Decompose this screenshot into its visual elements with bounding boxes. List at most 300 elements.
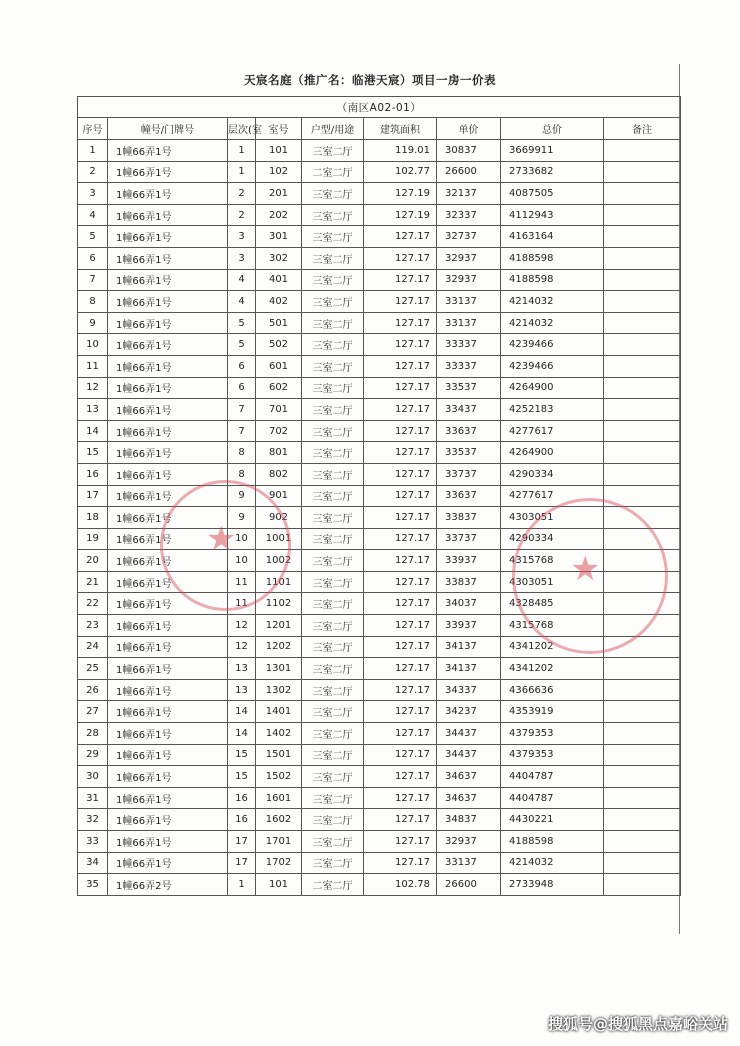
table-cell: 1幢66弄1号 <box>108 161 228 183</box>
table-cell <box>604 744 681 766</box>
table-cell <box>604 550 681 572</box>
table-cell: 502 <box>256 334 302 356</box>
table-cell: 32937 <box>437 269 501 291</box>
table-cell: 三室二厅 <box>302 312 364 334</box>
table-cell: 4188598 <box>501 831 604 853</box>
table-cell: 501 <box>256 312 302 334</box>
section-label: （南区A02-01） <box>78 97 681 118</box>
table-cell: 302 <box>256 247 302 269</box>
table-cell: 1幢66弄1号 <box>108 485 228 507</box>
table-cell: 1 <box>228 140 256 162</box>
table-cell: 三室二厅 <box>302 679 364 701</box>
table-cell: 13 <box>78 399 108 421</box>
table-cell: 33937 <box>437 550 501 572</box>
table-row <box>78 766 681 788</box>
table-cell: 9 <box>228 485 256 507</box>
table-cell: 4214032 <box>501 852 604 874</box>
table-cell <box>604 355 681 377</box>
table-cell: 101 <box>256 140 302 162</box>
table-cell: 1幢66弄1号 <box>108 679 228 701</box>
table-cell: 127.17 <box>364 377 437 399</box>
table-cell: 1幢66弄1号 <box>108 291 228 313</box>
table-cell: 10 <box>228 528 256 550</box>
table-cell <box>604 874 681 896</box>
table-cell: 30837 <box>437 140 501 162</box>
table-cell: 34437 <box>437 723 501 745</box>
table-cell: 1幢66弄1号 <box>108 636 228 658</box>
table-cell: 34637 <box>437 766 501 788</box>
table-cell: 25 <box>78 658 108 680</box>
table-cell: 127.17 <box>364 550 437 572</box>
table-row <box>78 528 681 550</box>
table-cell: 27 <box>78 701 108 723</box>
table-cell: 901 <box>256 485 302 507</box>
table-cell: 34837 <box>437 809 501 831</box>
table-cell: 35 <box>78 874 108 896</box>
table-cell: 127.17 <box>364 463 437 485</box>
table-cell: 三室二厅 <box>302 809 364 831</box>
table-cell: 4341202 <box>501 658 604 680</box>
table-cell: 1102 <box>256 593 302 615</box>
table-cell: 29 <box>78 744 108 766</box>
table-cell: 33537 <box>437 377 501 399</box>
table-cell: 127.17 <box>364 247 437 269</box>
table-cell: 1701 <box>256 831 302 853</box>
table-cell: 22 <box>78 593 108 615</box>
table-cell: 32337 <box>437 204 501 226</box>
table-cell <box>604 528 681 550</box>
table-cell: 33537 <box>437 442 501 464</box>
table-cell: 2 <box>78 161 108 183</box>
table-cell: 1幢66弄1号 <box>108 312 228 334</box>
table-cell: 26600 <box>437 161 501 183</box>
table-cell: 4214032 <box>501 312 604 334</box>
table-cell: 19 <box>78 528 108 550</box>
table-cell: 三室二厅 <box>302 204 364 226</box>
table-cell: 1幢66弄1号 <box>108 550 228 572</box>
table-cell: 801 <box>256 442 302 464</box>
table-cell: 102.78 <box>364 874 437 896</box>
table-cell: 1幢66弄1号 <box>108 183 228 205</box>
table-cell: 127.17 <box>364 312 437 334</box>
table-row <box>78 291 681 313</box>
table-cell: 32937 <box>437 247 501 269</box>
table-cell: 402 <box>256 291 302 313</box>
table-cell: 701 <box>256 399 302 421</box>
seal-star-icon: ★ <box>206 519 237 559</box>
table-row <box>78 874 681 896</box>
table-cell <box>604 615 681 637</box>
table-cell: 2 <box>228 183 256 205</box>
table-cell: 702 <box>256 420 302 442</box>
table-cell <box>604 571 681 593</box>
table-cell: 34337 <box>437 679 501 701</box>
table-cell: 1002 <box>256 550 302 572</box>
header-cell: 总价 <box>501 118 604 140</box>
table-cell: 201 <box>256 183 302 205</box>
table-cell: 4315768 <box>501 615 604 637</box>
table-row <box>78 809 681 831</box>
table-cell: 12 <box>228 615 256 637</box>
table-row <box>78 334 681 356</box>
table-cell: 24 <box>78 636 108 658</box>
table-cell: 1幢66弄1号 <box>108 787 228 809</box>
header-cell: 层次(室 <box>228 118 256 140</box>
table-cell: 4328485 <box>501 593 604 615</box>
table-cell: 1幢66弄1号 <box>108 355 228 377</box>
table-cell: 11 <box>228 571 256 593</box>
table-row <box>78 183 681 205</box>
table-cell: 三室二厅 <box>302 658 364 680</box>
table-cell: 127.19 <box>364 183 437 205</box>
table-row <box>78 485 681 507</box>
table-cell: 三室二厅 <box>302 787 364 809</box>
table-cell: 33137 <box>437 291 501 313</box>
table-cell: 三室二厅 <box>302 744 364 766</box>
table-cell: 4 <box>228 269 256 291</box>
table-cell: 16 <box>228 809 256 831</box>
price-table <box>77 96 681 896</box>
table-cell: 三室二厅 <box>302 571 364 593</box>
table-cell: 602 <box>256 377 302 399</box>
table-cell <box>604 161 681 183</box>
table-cell: 20 <box>78 550 108 572</box>
table-row <box>78 636 681 658</box>
table-cell: 4188598 <box>501 269 604 291</box>
table-row <box>78 226 681 248</box>
table-cell: 1402 <box>256 723 302 745</box>
table-cell: 127.17 <box>364 658 437 680</box>
table-row <box>78 269 681 291</box>
table-cell: 127.17 <box>364 701 437 723</box>
table-cell: 4290334 <box>501 528 604 550</box>
table-cell <box>604 399 681 421</box>
header-cell: 序号 <box>78 118 108 140</box>
table-cell: 1幢66弄1号 <box>108 269 228 291</box>
table-cell: 1 <box>228 874 256 896</box>
table-cell: 34 <box>78 852 108 874</box>
table-cell: 三室二厅 <box>302 183 364 205</box>
table-cell: 三室二厅 <box>302 226 364 248</box>
table-cell: 33937 <box>437 615 501 637</box>
table-row <box>78 658 681 680</box>
table-cell: 4303051 <box>501 507 604 529</box>
table-cell: 1幢66弄1号 <box>108 204 228 226</box>
table-cell: 三室二厅 <box>302 615 364 637</box>
table-cell: 16 <box>228 787 256 809</box>
table-cell: 127.17 <box>364 291 437 313</box>
table-cell <box>604 140 681 162</box>
table-cell <box>604 291 681 313</box>
table-cell: 二室二厅 <box>302 161 364 183</box>
table-cell: 127.17 <box>364 852 437 874</box>
seal-star-icon: ★ <box>570 549 601 589</box>
table-cell: 33837 <box>437 571 501 593</box>
table-cell: 127.17 <box>364 831 437 853</box>
table-cell <box>604 787 681 809</box>
table-cell: 21 <box>78 571 108 593</box>
table-cell: 1201 <box>256 615 302 637</box>
table-cell: 33137 <box>437 852 501 874</box>
table-cell <box>604 766 681 788</box>
table-cell: 101 <box>256 874 302 896</box>
table-cell: 三室二厅 <box>302 442 364 464</box>
table-cell: 33337 <box>437 334 501 356</box>
table-cell: 33837 <box>437 507 501 529</box>
header-cell: 户型/用途 <box>302 118 364 140</box>
table-cell <box>604 269 681 291</box>
table-cell: 1幢66弄1号 <box>108 766 228 788</box>
table-cell <box>604 420 681 442</box>
table-cell: 127.17 <box>364 485 437 507</box>
table-cell: 1502 <box>256 766 302 788</box>
table-cell: 1幢66弄1号 <box>108 226 228 248</box>
table-cell: 17 <box>78 485 108 507</box>
table-cell: 1幢66弄1号 <box>108 571 228 593</box>
table-cell: 33737 <box>437 528 501 550</box>
table-cell: 4303051 <box>501 571 604 593</box>
table-cell: 6 <box>228 377 256 399</box>
table-cell: 119.01 <box>364 140 437 162</box>
table-cell <box>604 701 681 723</box>
table-cell <box>604 463 681 485</box>
table-cell: 4239466 <box>501 355 604 377</box>
table-row <box>78 140 681 162</box>
table-cell: 3 <box>228 226 256 248</box>
table-cell <box>604 442 681 464</box>
table-cell: 4087505 <box>501 183 604 205</box>
table-cell: 33737 <box>437 463 501 485</box>
table-row <box>78 442 681 464</box>
table-cell: 127.17 <box>364 420 437 442</box>
table-cell: 三室二厅 <box>302 247 364 269</box>
table-cell: 4163164 <box>501 226 604 248</box>
table-cell: 1302 <box>256 679 302 701</box>
table-cell: 33637 <box>437 485 501 507</box>
table-cell: 127.17 <box>364 355 437 377</box>
table-cell: 34137 <box>437 658 501 680</box>
table-cell: 8 <box>228 463 256 485</box>
table-cell: 127.17 <box>364 528 437 550</box>
table-cell: 34437 <box>437 744 501 766</box>
table-cell: 三室二厅 <box>302 852 364 874</box>
header-cell: 单价 <box>437 118 501 140</box>
table-cell: 三室二厅 <box>302 355 364 377</box>
table-cell <box>604 204 681 226</box>
table-cell: 127.17 <box>364 226 437 248</box>
table-cell: 三室二厅 <box>302 593 364 615</box>
table-cell: 1202 <box>256 636 302 658</box>
table-cell: 7 <box>228 399 256 421</box>
table-cell: 7 <box>78 269 108 291</box>
table-cell: 34137 <box>437 636 501 658</box>
table-cell: 127.17 <box>364 571 437 593</box>
table-cell: 11 <box>228 593 256 615</box>
table-cell: 1幢66弄1号 <box>108 744 228 766</box>
table-cell: 31 <box>78 787 108 809</box>
table-cell: 4 <box>228 291 256 313</box>
table-cell: 17 <box>228 831 256 853</box>
table-cell <box>604 593 681 615</box>
table-cell <box>604 247 681 269</box>
table-cell <box>604 183 681 205</box>
table-cell: 4239466 <box>501 334 604 356</box>
table-cell: 1幢66弄1号 <box>108 809 228 831</box>
table-cell: 1001 <box>256 528 302 550</box>
table-cell: 4188598 <box>501 247 604 269</box>
table-cell: 11 <box>78 355 108 377</box>
table-cell: 1幢66弄1号 <box>108 334 228 356</box>
table-cell: 127.17 <box>364 679 437 701</box>
table-cell: 32937 <box>437 831 501 853</box>
table-cell <box>604 377 681 399</box>
table-cell: 1幢66弄1号 <box>108 463 228 485</box>
table-cell: 三室二厅 <box>302 377 364 399</box>
table-cell: 4404787 <box>501 766 604 788</box>
table-cell: 102.77 <box>364 161 437 183</box>
table-row <box>78 377 681 399</box>
table-cell: 26 <box>78 679 108 701</box>
table-cell: 1幢66弄1号 <box>108 507 228 529</box>
table-cell: 1幢66弄1号 <box>108 723 228 745</box>
table-cell: 32137 <box>437 183 501 205</box>
table-cell: 12 <box>78 377 108 399</box>
table-cell <box>604 809 681 831</box>
table-cell: 三室二厅 <box>302 485 364 507</box>
table-row <box>78 615 681 637</box>
table-cell: 1101 <box>256 571 302 593</box>
table-cell: 9 <box>78 312 108 334</box>
table-cell: 18 <box>78 507 108 529</box>
table-row <box>78 679 681 701</box>
table-cell: 三室二厅 <box>302 701 364 723</box>
table-cell: 4404787 <box>501 787 604 809</box>
table-cell: 8 <box>78 291 108 313</box>
table-cell: 5 <box>228 334 256 356</box>
table-cell: 1幢66弄1号 <box>108 377 228 399</box>
table-row <box>78 593 681 615</box>
table-cell: 三室二厅 <box>302 507 364 529</box>
table-cell: 二室二厅 <box>302 874 364 896</box>
table-row <box>78 355 681 377</box>
table-row <box>78 161 681 183</box>
table-cell: 4315768 <box>501 550 604 572</box>
table-cell: 4341202 <box>501 636 604 658</box>
table-cell: 4379353 <box>501 744 604 766</box>
table-cell: 3669911 <box>501 140 604 162</box>
table-cell: 3 <box>228 247 256 269</box>
table-cell: 6 <box>228 355 256 377</box>
table-cell: 127.17 <box>364 636 437 658</box>
table-cell: 5 <box>228 312 256 334</box>
table-cell: 三室二厅 <box>302 140 364 162</box>
table-cell: 三室二厅 <box>302 528 364 550</box>
table-cell <box>604 507 681 529</box>
table-cell: 4 <box>78 204 108 226</box>
table-cell: 127.17 <box>364 507 437 529</box>
table-cell: 4277617 <box>501 485 604 507</box>
table-cell: 1301 <box>256 658 302 680</box>
table-cell: 33 <box>78 831 108 853</box>
table-cell: 9 <box>228 507 256 529</box>
table-cell: 127.17 <box>364 809 437 831</box>
table-cell: 三室二厅 <box>302 550 364 572</box>
table-cell: 127.17 <box>364 766 437 788</box>
table-cell: 1幢66弄1号 <box>108 528 228 550</box>
table-cell: 34037 <box>437 593 501 615</box>
table-cell: 17 <box>228 852 256 874</box>
table-cell: 1幢66弄1号 <box>108 615 228 637</box>
table-cell: 26600 <box>437 874 501 896</box>
table-cell: 三室二厅 <box>302 766 364 788</box>
table-cell: 14 <box>78 420 108 442</box>
table-cell: 4264900 <box>501 442 604 464</box>
table-cell: 102 <box>256 161 302 183</box>
table-cell: 127.17 <box>364 723 437 745</box>
table-cell: 1幢66弄1号 <box>108 399 228 421</box>
table-cell: 4366636 <box>501 679 604 701</box>
table-cell: 202 <box>256 204 302 226</box>
table-cell: 1幢66弄1号 <box>108 658 228 680</box>
header-cell: 室号 <box>256 118 302 140</box>
table-row <box>78 723 681 745</box>
table-cell: 127.17 <box>364 593 437 615</box>
table-cell: 14 <box>228 701 256 723</box>
table-cell: 34237 <box>437 701 501 723</box>
table-cell: 32737 <box>437 226 501 248</box>
table-cell <box>604 723 681 745</box>
table-cell <box>604 312 681 334</box>
table-cell <box>604 658 681 680</box>
table-cell: 4379353 <box>501 723 604 745</box>
table-cell: 16 <box>78 463 108 485</box>
table-cell: 127.17 <box>364 399 437 421</box>
table-cell: 3 <box>78 183 108 205</box>
table-cell: 1幢66弄1号 <box>108 831 228 853</box>
table-cell: 13 <box>228 658 256 680</box>
table-cell: 1幢66弄1号 <box>108 420 228 442</box>
table-cell: 1幢66弄1号 <box>108 701 228 723</box>
table-cell: 5 <box>78 226 108 248</box>
table-cell: 4277617 <box>501 420 604 442</box>
table-cell: 6 <box>78 247 108 269</box>
table-cell: 8 <box>228 442 256 464</box>
table-cell: 1 <box>78 140 108 162</box>
table-row <box>78 204 681 226</box>
table-cell <box>604 636 681 658</box>
table-cell: 127.17 <box>364 787 437 809</box>
table-row <box>78 507 681 529</box>
table-cell: 1702 <box>256 852 302 874</box>
table-cell: 4290334 <box>501 463 604 485</box>
table-cell: 1幢66弄1号 <box>108 593 228 615</box>
table-row <box>78 701 681 723</box>
table-cell: 127.17 <box>364 269 437 291</box>
table-cell: 三室二厅 <box>302 291 364 313</box>
table-cell: 401 <box>256 269 302 291</box>
table-cell: 1幢66弄1号 <box>108 140 228 162</box>
table-cell: 三室二厅 <box>302 420 364 442</box>
table-row <box>78 463 681 485</box>
table-cell: 14 <box>228 723 256 745</box>
table-cell: 1401 <box>256 701 302 723</box>
table-cell: 三室二厅 <box>302 636 364 658</box>
table-cell: 4112943 <box>501 204 604 226</box>
watermark-text: 搜狐号@搜狐黑点嘉峪关站 <box>547 1015 728 1033</box>
header-cell: 建筑面积 <box>364 118 437 140</box>
table-cell: 34637 <box>437 787 501 809</box>
table-cell: 1幢66弄2号 <box>108 874 228 896</box>
